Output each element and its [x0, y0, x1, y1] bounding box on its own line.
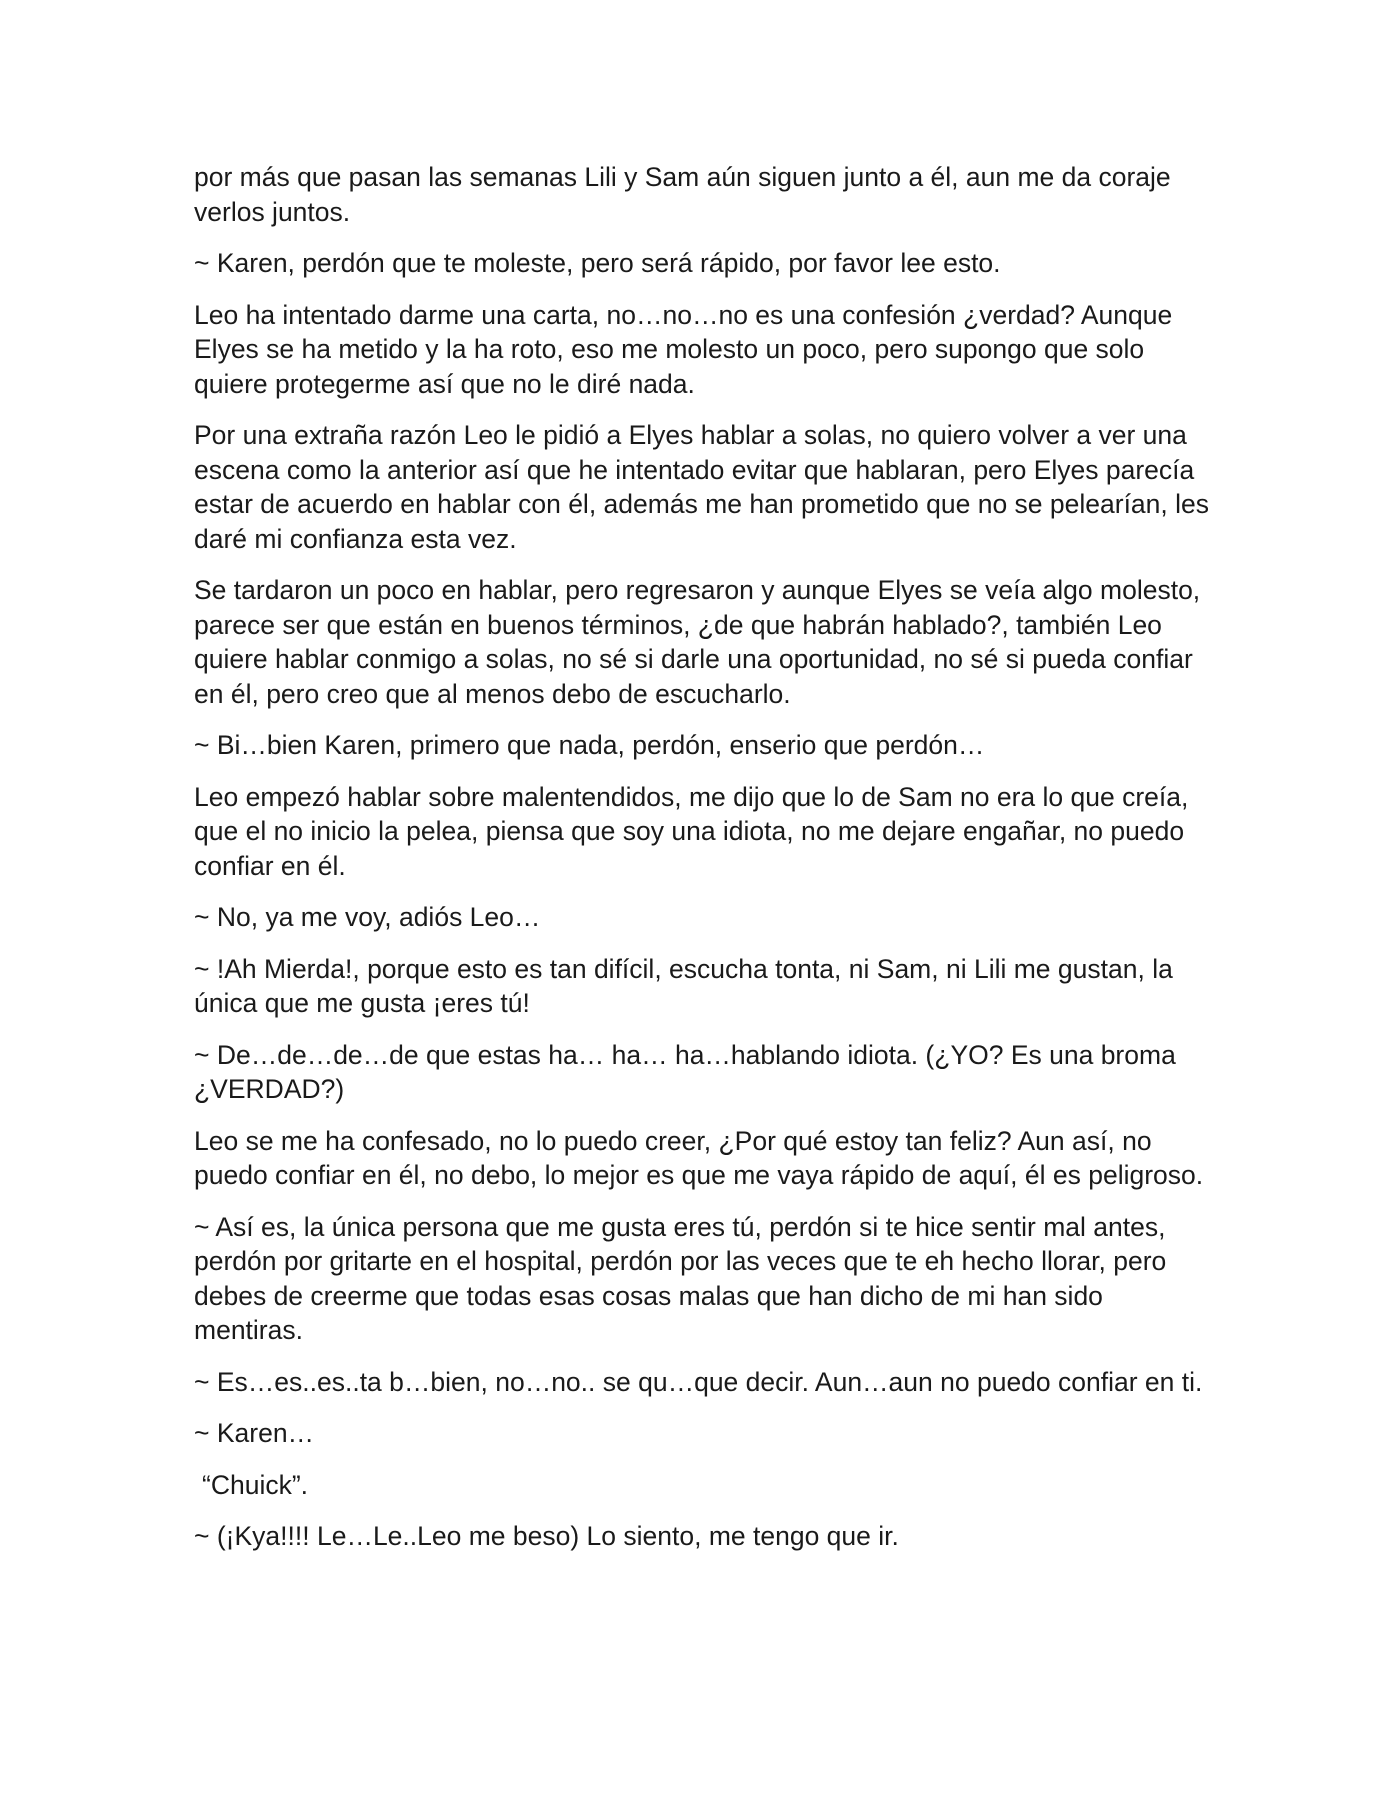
paragraph: Leo empezó hablar sobre malentendidos, me dijo que lo de Sam no era lo que creía, que el no inicio la pelea, piensa que soy una idiota, no me dejare engañar, no puedo confiar en él.	[194, 781, 1189, 881]
paragraph: Se tardaron un poco en hablar, pero regresaron y aunque Elyes se veía algo molesto, parece ser que están en buenos términos, ¿de que habrán hablado?, también Leo quiere hablar conmigo a solas, no sé si darle una oportunidad, no sé si pueda confiar en él, pero creo que al menos debo de escucharlo.	[194, 575, 1201, 709]
dialogue-line: ~ !Ah Mierda!, porque esto es tan difícil, escucha tonta, ni Sam, ni Lili me gustan, la única que me gusta ¡eres tú!	[194, 953, 1173, 1018]
dialogue-line: ~ Bi…bien Karen, primero que nada, perdón, enserio que perdón…	[194, 730, 985, 760]
paragraph: por más que pasan las semanas Lili y Sam aún siguen junto a él, aun me da coraje verlos juntos.	[194, 162, 1171, 227]
dialogue-line: ~ Karen, perdón que te moleste, pero será rápido, por favor lee esto.	[194, 248, 1001, 278]
dialogue-line: ~ Así es, la única persona que me gusta eres tú, perdón si te hice sentir mal antes, perdón por gritarte en el hospital, perdón por las veces que te eh hecho llorar, pero debes de creerme que todas esas cosas malas que han dicho de mi han sido mentiras.	[194, 1211, 1167, 1345]
dialogue-line: ~ (¡Kya!!!! Le…Le..Leo me beso) Lo siento, me tengo que ir.	[194, 1521, 899, 1551]
story-text	[194, 160, 1214, 1571]
paragraph: Por una extraña razón Leo le pidió a Elyes hablar a solas, no quiero volver a ver una escena como la anterior así que he intentado evitar que hablaran, pero Elyes parecía estar de acuerdo en hablar con él, además me han prometido que no se pelearían, les daré mi confianza esta vez.	[194, 420, 1210, 554]
paragraph: Leo se me ha confesado, no lo puedo creer, ¿Por qué estoy tan feliz? Aun así, no puedo confiar en él, no debo, lo mejor es que me vaya rápido de aquí, él es peligroso.	[194, 1125, 1204, 1190]
sound-effect-line: “Chuick”.	[202, 1469, 309, 1500]
dialogue-line: ~ Karen…	[194, 1418, 315, 1448]
dialogue-line: ~ No, ya me voy, adiós Leo…	[194, 902, 541, 932]
paragraph: Leo ha intentado darme una carta, no…no…no es una confesión ¿verdad? Aunque Elyes se ha metido y la ha roto, eso me molesto un poco, pero supongo que solo quiere protegerme así que no le diré nada.	[194, 299, 1173, 399]
dialogue-line: ~ De…de…de…de que estas ha… ha… ha…hablando idiota. (¿YO? Es una broma ¿VERDAD?)	[194, 1039, 1176, 1104]
dialogue-line: ~ Es…es..es..ta b…bien, no…no.. se qu…que decir. Aun…aun no puedo confiar en ti.	[194, 1366, 1203, 1397]
